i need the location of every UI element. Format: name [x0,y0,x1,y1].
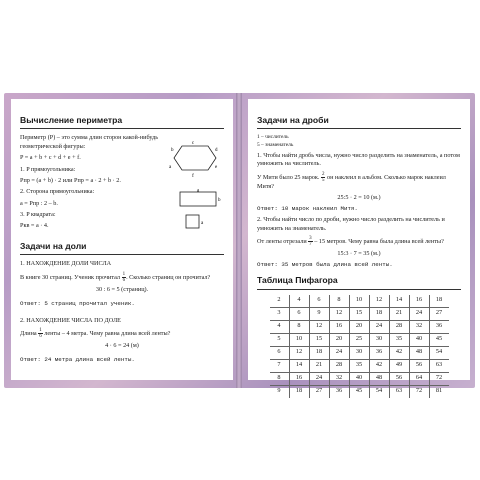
perimeter-definition: Периметр (P) – это сумма длин сторон какой-нибудь геометрической фигуры: [20,134,159,150]
hexagon-label-a: a [169,165,172,171]
table-cell: 14 [289,359,309,372]
fraction-task1-text-b: он наклеил в альбом. Сколько марок наклеил Митя? [257,173,446,190]
table-cell: 12 [289,346,309,359]
table-cell: 24 [329,346,349,359]
rectangle-label-a: a [196,188,200,194]
table-cell: 15 [309,333,329,346]
side-formula: a = Pпр : 2 – b. [20,199,58,207]
table-row [270,372,449,385]
fraction-task2-text-a: От ленты отрезали [257,237,307,245]
table-cell: 3 [270,307,290,320]
hexagon-label-b: b [171,148,174,154]
table-cell: 16 [289,372,309,385]
table-cell: 45 [429,333,449,346]
table-cell: 72 [429,372,449,385]
fractions-heading: Задачи на дроби [257,116,461,129]
table-cell: 27 [429,307,449,320]
perimeter-formula: P = a + b + c + d + e + f. [20,154,81,162]
share-task1-text-a: В книге 30 страниц. Ученик прочитал [20,273,121,281]
fraction-task1-text-a: У Мити было 25 марок. [257,173,320,181]
table-cell: 18 [429,295,449,308]
fraction-task1-text [257,172,461,191]
table-cell: 49 [389,359,409,372]
table-cell: 9 [309,307,329,320]
table-cell: 7 [270,359,290,372]
fraction-denominator: 6 [39,334,42,340]
table-row [270,359,449,372]
table-cell: 36 [429,320,449,333]
table-cell: 9 [270,385,290,398]
fraction-task1-fraction [321,172,326,183]
perimeter-heading: Вычисление периметра [20,116,224,129]
table-cell: 12 [369,295,389,308]
shares-heading: Задачи на доли [20,242,224,255]
table-cell: 42 [369,359,389,372]
table-cell: 20 [329,333,349,346]
rectangle-formula: Pпр = (a + b) · 2 или Pпр = a · 2 + b · 2. [20,176,121,184]
table-cell: 63 [389,385,409,398]
table-cell: 72 [409,385,429,398]
fraction-task2-calc: 15:3 · 7 = 35 (м.) [337,250,381,258]
table-cell: 12 [329,307,349,320]
table-cell: 6 [309,295,329,308]
share-task1-title: 1. НАХОЖДЕНИЕ ДОЛИ ЧИСЛА [20,260,112,268]
table-cell: 48 [409,346,429,359]
table-cell: 35 [349,359,369,372]
fraction-rule-1: 1. Чтобы найти дробь числа, нужно число разделить на знаменатель, а потом умножить на числитель. [257,152,460,168]
table-cell: 45 [349,385,369,398]
square-row [20,211,224,234]
table-cell: 24 [409,307,429,320]
table-cell: 14 [389,295,409,308]
share-task2-fraction [38,328,43,339]
fraction-task2-fraction [308,236,313,247]
table-cell: 8 [329,295,349,308]
side-row [20,188,224,211]
table-cell: 28 [389,320,409,333]
table-row [270,307,449,320]
table-cell: 4 [289,295,309,308]
table-cell: 25 [349,333,369,346]
notebook-spine [236,93,242,388]
fraction-task2-text-b: – 15 метров. Чему равна была длина всей ленты? [314,237,444,245]
share-task1-text-b: . Сколько страниц он прочитал? [126,273,211,281]
rectangle-label-b: b [218,198,221,204]
table-cell: 54 [369,385,389,398]
table-cell: 18 [289,385,309,398]
hexagon-label-c: c [191,141,195,147]
table-cell: 28 [329,359,349,372]
table-cell: 32 [409,320,429,333]
table-cell: 10 [289,333,309,346]
right-page [248,99,470,395]
table-row [270,346,449,359]
table-cell: 56 [409,359,429,372]
hexagon-label-e: e [215,165,218,171]
table-cell: 24 [309,372,329,385]
table-cell: 32 [329,372,349,385]
table-cell: 20 [349,320,369,333]
fraction-numerator: 1 [39,328,42,334]
table-cell: 2 [270,295,290,308]
share-task2-text-b: ленты – 4 метра. Чему равна длина всей ленты? [44,329,171,337]
table-cell: 40 [409,333,429,346]
fraction-rule-2: 2. Чтобы найти число по дроби, нужно число разделить на числитель и умножить на знаменатель. [257,216,445,232]
table-cell: 30 [349,346,369,359]
pythagoras-heading: Таблица Пифагора [257,276,461,289]
table-cell: 30 [369,333,389,346]
table-cell: 42 [389,346,409,359]
side-title: 2. Сторона прямоугольника: [20,188,95,196]
table-cell: 21 [389,307,409,320]
table-cell: 18 [369,307,389,320]
fraction-denominator: 5 [321,177,325,183]
square-formula: Pкв = a · 4. [20,222,49,230]
numerator-note: 1 – числитель [257,134,289,141]
denominator-note: 5 – знаменатель [257,141,294,148]
rectangle-title: 1. P прямоугольника: [20,165,76,173]
share-task1-text [20,272,224,283]
pythagoras-table [270,295,449,398]
table-row [270,385,449,398]
fraction-task1-calc: 25:5 · 2 = 10 (м.) [337,194,381,202]
table-cell: 15 [349,307,369,320]
table-cell: 48 [369,372,389,385]
fraction-denominator: 7 [309,242,312,248]
table-row [270,295,449,308]
perimeter-definition-row [20,134,224,188]
share-task2-title: 2. НАХОЖДЕНИЕ ЧИСЛА ПО ДОЛЕ [20,316,121,324]
fraction-task1-answer: Ответ: 10 марок наклеил Митя. [257,205,358,213]
table-cell: 36 [369,346,389,359]
fraction-numerator: 1 [122,271,126,277]
table-cell: 64 [409,372,429,385]
table-cell: 8 [270,372,290,385]
table-cell: 35 [389,333,409,346]
table-cell: 56 [389,372,409,385]
rectangle-figure [174,188,224,210]
share-task2-calc: 4 · 6 = 24 (м) [105,342,139,350]
table-cell: 21 [309,359,329,372]
table-cell: 6 [289,307,309,320]
share-task1-calc: 30 : 6 = 5 (страниц). [95,285,149,293]
table-cell: 24 [369,320,389,333]
table-cell: 8 [289,320,309,333]
share-task2-answer: Ответ: 24 метра длина всей ленты. [20,356,135,364]
square-title: 3. P квадрата: [20,210,56,218]
share-task2-text [20,328,224,339]
table-cell: 10 [349,295,369,308]
table-cell: 5 [270,333,290,346]
table-cell: 16 [329,320,349,333]
table-cell: 81 [435,387,443,395]
fraction-numerator: 2 [321,171,325,177]
fraction-task2-answer: Ответ: 35 метров была длина всей ленты. [257,261,393,269]
table-cell: 36 [329,385,349,398]
hexagon-label-d: d [215,148,218,154]
table-cell: 12 [309,320,329,333]
share-task1-answer: Ответ: 5 страниц прочитал ученик. [20,299,135,307]
table-cell: 54 [429,346,449,359]
table-row [270,333,449,346]
table-cell: 6 [270,346,290,359]
table-cell: 18 [309,346,329,359]
square-figure [174,211,224,233]
table-cell: 16 [409,295,429,308]
hexagon-label-f: f [192,174,194,179]
table-row [270,320,449,333]
square-label-a: a [201,220,204,226]
table-cell: 40 [349,372,369,385]
table-cell: 63 [429,359,449,372]
share-task2-text-a: Длина [20,329,37,337]
fraction-numerator: 3 [309,236,312,242]
left-page [11,99,233,380]
fraction-task2-text [257,236,461,247]
table-cell: 27 [309,385,329,398]
fraction-denominator: 6 [122,277,126,283]
hexagon-figure [166,138,224,178]
table-cell: 4 [270,320,290,333]
